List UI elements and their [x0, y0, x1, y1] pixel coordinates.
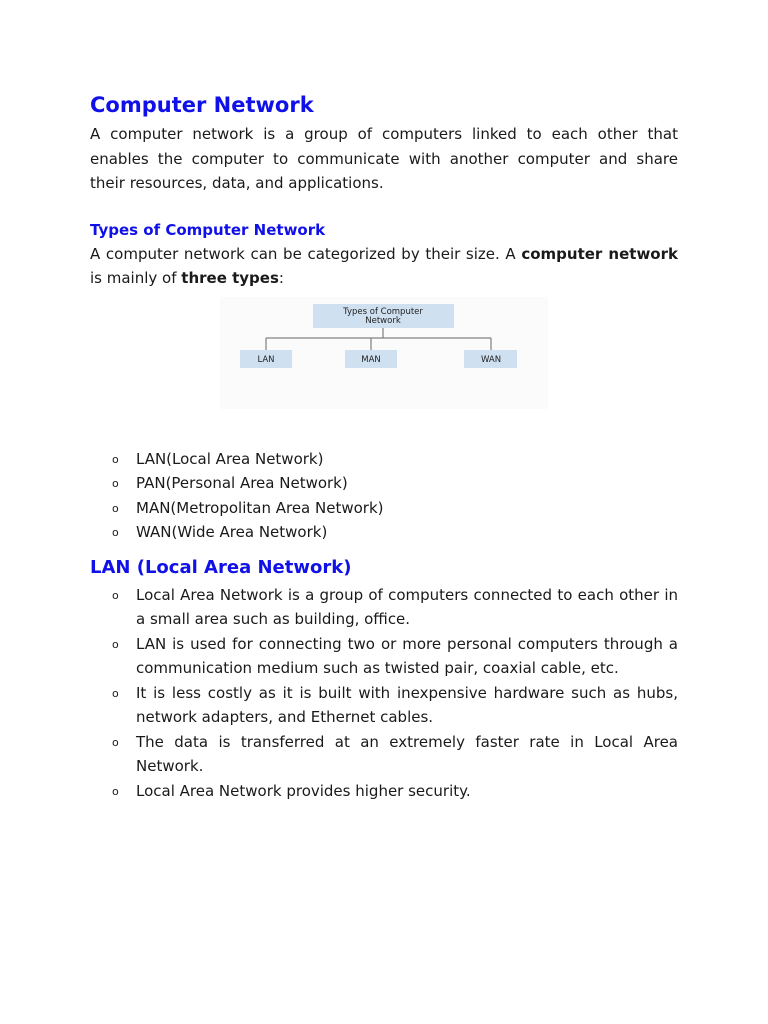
network-types-diagram: [220, 297, 548, 409]
list-item-text: LAN is used for connecting two or more personal computers through a communication medium such as twisted pair, coaxial cable, etc.: [136, 634, 678, 677]
list-item-text: LAN(Local Area Network): [136, 449, 324, 468]
list-item: [90, 779, 678, 804]
list-item: [90, 447, 678, 472]
bullet-icon: o: [112, 452, 119, 466]
list-item-text: Local Area Network is a group of computers connected to each other in a small area such as building, office.: [136, 585, 678, 628]
types-intro-bold-1: computer network: [521, 244, 678, 263]
bullet-icon: o: [112, 637, 119, 651]
types-intro-text-2: is mainly of: [90, 269, 182, 287]
bullet-icon: o: [112, 526, 119, 539]
diagram-root-label-line2: Network: [365, 315, 401, 326]
lan-points-list: [90, 583, 678, 804]
intro-paragraph: A computer network is a group of computers linked to each other that enables the computer to communicate with another computer and share their resources, data, and applications.: [90, 125, 678, 192]
diagram-node-wan-label: WAN: [480, 354, 502, 365]
list-item: [90, 632, 678, 681]
bullet-icon: o: [112, 588, 119, 602]
list-item: [90, 496, 678, 521]
page-title: Computer Network: [90, 93, 314, 117]
network-types-list: [90, 447, 678, 545]
list-item: [90, 681, 678, 730]
diagram-svg: [220, 297, 548, 409]
types-intro-paragraph: [90, 242, 678, 291]
list-item: [90, 583, 678, 632]
types-heading: Types of Computer Network: [90, 220, 326, 239]
list-item: [90, 471, 678, 496]
list-item-text: PAN(Personal Area Network): [136, 474, 348, 492]
diagram-root-label-line1: Types of Computer: [343, 306, 423, 317]
types-intro-bold-2: three types: [181, 269, 279, 287]
list-item-text: It is less costly as it is built with inexpensive hardware such as hubs, network adapters, and Ethernet cables.: [136, 683, 678, 726]
lan-heading: LAN (Local Area Network): [90, 556, 352, 578]
types-intro-text-3: :: [278, 269, 284, 287]
types-intro-text-1: A computer network can be categorized by their size. A: [90, 244, 522, 263]
list-item: [90, 520, 678, 545]
list-item-text: The data is transferred at an extremely faster rate in Local Area Network.: [136, 732, 678, 775]
list-item: [90, 730, 678, 779]
diagram-node-man-label: MAN: [361, 354, 381, 365]
bullet-icon: o: [112, 784, 119, 798]
bullet-icon: o: [112, 501, 119, 515]
bullet-icon: o: [112, 477, 119, 490]
diagram-node-lan-label: LAN: [257, 354, 275, 365]
list-item-text: WAN(Wide Area Network): [136, 523, 328, 541]
list-item-text: Local Area Network provides higher security.: [136, 781, 471, 800]
bullet-icon: o: [112, 735, 119, 749]
bullet-icon: o: [112, 686, 119, 700]
list-item-text: MAN(Metropolitan Area Network): [136, 498, 384, 517]
document-page: [90, 88, 678, 803]
